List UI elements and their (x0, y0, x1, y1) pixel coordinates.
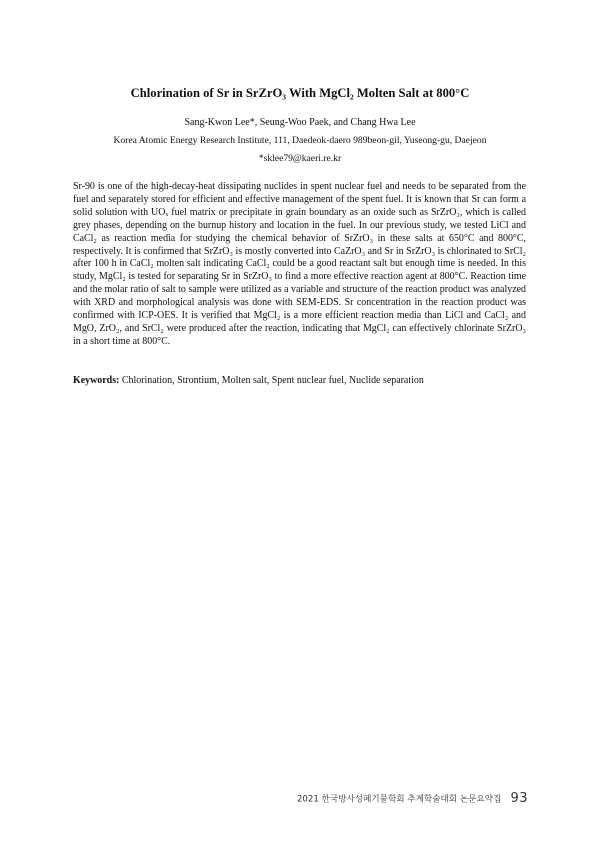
author-list: Sang-Kwon Lee*, Seung-Woo Paek, and Chang Hwa Lee (184, 117, 416, 128)
paper-title: Chlorination of Sr in SrZrO₃ With MgCl₂ Molten Salt at 800°C (130, 86, 470, 100)
keywords-line (73, 374, 533, 387)
keywords-text: Chlorination, Strontium, Molten salt, Spent nuclear fuel, Nuclide separation (119, 375, 424, 386)
conference-name: 2021 한국방사성폐기물학회 추계학술대회 논문요약집 (296, 794, 502, 805)
page-number: 93 (510, 791, 528, 806)
corresponding-email: *sklee79@kaeri.re.kr (258, 153, 342, 164)
affiliation: Korea Atomic Energy Research Institute, 111, Daedeok-daero 989beon-gil, Yuseong-gu, Daejeon (113, 135, 487, 146)
page-footer (297, 788, 528, 807)
abstract-paragraph: Sr-90 is one of the high-decay-heat dissipating nuclides in spent nuclear fuel and needs to be separated from the fuel and separately stored for efficient and effective management of the spent fuel. It is known that Sr can form a solid solution with UOₓ fuel matrix or precipitate in grain boundary as an oxide such as SrZrO₃, which is called grey phases, depending on the burnup history and location in the fuel. In our previous study, we tested LiCl and CaCl₂ as reaction media for studying the chemical behavior of SrZrO₃ in these salts at 650°C and 800°C, respectively. It is confirmed that SrZrO₃ is mostly converted into CaZrO₃ and Sr in SrZrO₃ is chlorinated to SrCl₂ after 100 h in CaCl₂ molten salt indicating CaCl₂ could be a good reactant salt but enough time is needed. In this study, MgCl₂ is tested for separating Sr in SrZrO₃ to find a more effective reaction agent at 800°C. Reaction time and the molar ratio of salt to sample were utilized as a variable and structure of the reaction product was analyzed with XRD and morphological analysis was done with SEM-EDS. Sr concentration in the reaction product was confirmed with ICP-OES. It is verified that MgCl₂ is a more efficient reaction media than LiCl and CaCl₂ and MgO, ZrO₂, and SrCl₂ were produced after the reaction, indicating that MgCl₂ can effectively chlorinate SrZrO₃ in a short time at 800°C. (73, 181, 526, 347)
keywords-label: Keywords: (73, 375, 120, 386)
